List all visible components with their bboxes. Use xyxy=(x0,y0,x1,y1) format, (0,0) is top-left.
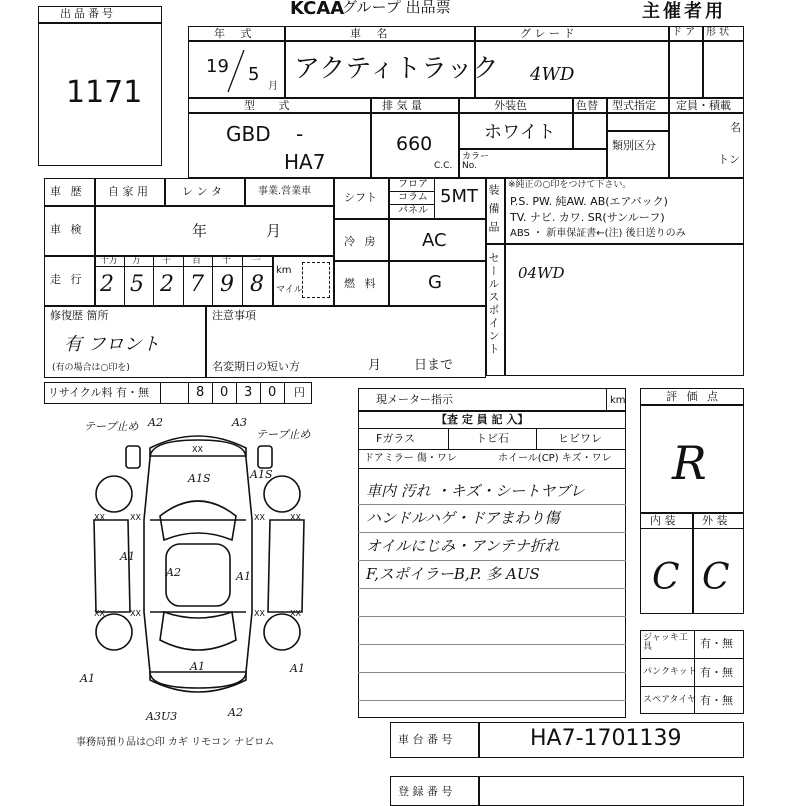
equipment-line-2: TV. ナビ. カワ. SR(サンルーフ) xyxy=(510,211,665,224)
mark-xx: XX xyxy=(290,609,301,618)
remark-line: オイルにじみ・アンテナ折れ xyxy=(366,537,560,555)
displacement-value: 660 xyxy=(396,133,433,155)
capacity-people-unit: 名 xyxy=(730,121,741,134)
history-private: 自 家 用 xyxy=(108,185,148,198)
inspection-year: 年 xyxy=(192,222,208,240)
recycle-digit: 0 xyxy=(220,385,229,400)
history-label: 車 歴 xyxy=(50,185,85,198)
accessory-spare-value: 有・無 xyxy=(700,694,733,707)
car-name-label: 車 名 xyxy=(350,27,394,40)
exterior-value: C xyxy=(702,557,730,598)
capacity-ton-unit: トン xyxy=(718,153,740,166)
mileage-unit-10k: 万 xyxy=(132,256,142,266)
mileage-unit-10: 十 xyxy=(222,256,232,266)
name-change-month: 月 xyxy=(368,358,382,373)
mark-a1s: A1S xyxy=(188,472,211,485)
chassis-label: 車 台 番 号 xyxy=(398,733,453,746)
inspection-month: 月 xyxy=(266,222,282,240)
crack-label: ヒビワレ xyxy=(558,432,602,445)
repair-label: 修復歴 箇所 xyxy=(50,309,109,322)
equipment-label: 装 備 品 xyxy=(487,184,500,234)
model-prefix: GBD xyxy=(226,122,271,146)
lot-number: 1171 xyxy=(66,75,143,110)
rating-value: R xyxy=(672,436,707,490)
office-items: 事務局預り品は○印 カギ リモコン ナビロム xyxy=(76,737,275,748)
mark-a1-left: A1 xyxy=(120,550,135,563)
equipment-line-3: ABS ・ 新車保証書←(注) 後日送りのみ xyxy=(510,228,686,239)
inspection-label: 車 検 xyxy=(50,223,85,236)
mark-a2-mid: A2 xyxy=(166,566,181,579)
wheel-label: ホイール(CP) キズ・ワレ xyxy=(498,453,612,464)
recycle-digit: 8 xyxy=(196,385,205,400)
fuel-value: G xyxy=(428,272,442,293)
mark-a1-right: A1 xyxy=(236,570,251,583)
chip-label: トビ石 xyxy=(476,432,509,445)
accessory-puncture-label: パンクキット xyxy=(643,667,697,677)
mark-tape-front-left: テープ止め xyxy=(84,420,139,433)
mark-a3: A3 xyxy=(232,416,247,429)
mileage-digit: 5 xyxy=(130,272,144,297)
equipment-note: ※純正の○印をつけて下さい。 xyxy=(508,180,632,190)
accessory-puncture-value: 有・無 xyxy=(700,666,733,679)
shift-panel: パネル xyxy=(398,205,428,216)
remark-line: 車内 汚れ ・キズ・シートヤブレ xyxy=(366,482,585,500)
recycle-label: リサイクル料 有・無 xyxy=(48,386,149,399)
name-change-day: 日まで xyxy=(414,358,454,373)
recycle-unit: 円 xyxy=(294,386,305,399)
chassis-value: HA7-1701139 xyxy=(530,726,682,751)
mark-xx: XX xyxy=(94,609,105,618)
mark-a1-rear2: A1 xyxy=(190,660,205,673)
glass-label: Fガラス xyxy=(376,432,415,445)
mark-xx: XX xyxy=(130,513,141,522)
month-value: 5 xyxy=(248,64,260,85)
meter-label: 現メーター指示 xyxy=(376,393,453,406)
capacity-label: 定員・積載 xyxy=(676,99,731,112)
mileage-unit-1: 一 xyxy=(252,256,262,266)
mileage-digit: 2 xyxy=(160,272,174,297)
brand-logo: KCAA xyxy=(290,0,345,19)
sales-point-value: 04WD xyxy=(518,264,565,282)
year-label: 年 式 xyxy=(214,27,258,40)
type-designation-label: 型式指定 xyxy=(612,99,656,112)
grade-value: 4WD xyxy=(530,64,575,85)
remark-line: ハンドルハゲ・ドアまわり傷 xyxy=(366,509,560,527)
registration-label: 登 録 番 号 xyxy=(398,785,453,798)
displacement-label: 排 気 量 xyxy=(382,99,422,112)
mileage-unit-100k: 十万 xyxy=(100,256,119,266)
exterior-color-label: 外装色 xyxy=(494,99,527,112)
ac-label: 冷 房 xyxy=(344,235,379,248)
mileage-digit: 7 xyxy=(190,272,204,297)
lot-label: 出品番号 xyxy=(60,7,116,20)
mark-xx: XX xyxy=(192,445,203,454)
mark-a1-rear3: A1 xyxy=(290,662,305,675)
mark-xx: XX xyxy=(254,609,265,618)
caution-label: 注意事項 xyxy=(212,309,256,322)
mileage-label: 走 行 xyxy=(50,273,85,286)
meter-unit: km xyxy=(610,395,626,406)
name-change-label: 名変期日の短い方 xyxy=(212,360,300,373)
car-name-value: アクティトラック xyxy=(294,54,499,84)
history-rental: レ ン タ xyxy=(182,185,222,198)
mileage-digit: 8 xyxy=(250,272,264,297)
mileage-mile: マイル xyxy=(276,285,303,295)
year-value: 19 xyxy=(206,56,229,77)
mark-xx: XX xyxy=(130,609,141,618)
interior-label: 内 装 xyxy=(650,514,676,527)
mileage-unit-100: 百 xyxy=(192,256,202,266)
model-code: HA7 xyxy=(284,150,326,174)
shift-floor: フロア xyxy=(398,179,428,190)
form-title: グループ 出品票 xyxy=(342,0,451,16)
shift-column: コラム xyxy=(398,192,428,203)
recycle-digit: 0 xyxy=(268,385,277,400)
mark-xx: XX xyxy=(290,513,301,522)
category-label: 類別区分 xyxy=(612,139,656,152)
accessory-spare-label: スペアタイヤ xyxy=(643,695,697,705)
mileage-km: km xyxy=(276,265,292,276)
shape-label: 形 状 xyxy=(706,27,730,38)
mark-a1s-2: A1S xyxy=(250,468,273,481)
mark-a2-rear: A2 xyxy=(228,706,243,719)
history-business: 事業.営業車 xyxy=(258,186,312,197)
fuel-label: 燃 料 xyxy=(344,277,379,290)
mirror-label: ドアミラー 傷・ワレ xyxy=(364,453,457,464)
rating-label: 評 価 点 xyxy=(666,390,721,403)
equipment-line-1: P.S. PW. 純AW. AB(エアバック) xyxy=(510,195,668,208)
repair-value: 有 フロント xyxy=(64,334,160,355)
exterior-color-value: ホワイト xyxy=(484,122,556,143)
mark-a3u3: A3U3 xyxy=(146,710,178,723)
sales-point-label: セールスポイント xyxy=(487,252,500,356)
month-unit: 月 xyxy=(268,81,278,92)
color-no-label: カラー No. xyxy=(462,152,490,171)
model-label: 型 式 xyxy=(244,99,300,112)
mileage-unit-1k: 千 xyxy=(162,256,172,266)
inspector-title: 【査 定 員 記 入】 xyxy=(436,413,529,426)
ac-value: AC xyxy=(422,230,447,251)
shift-label: シフト xyxy=(344,191,377,204)
color-change-label: 色替 xyxy=(576,99,598,112)
mark-a1-rear: A1 xyxy=(80,672,95,685)
shift-value: 5MT xyxy=(440,186,478,207)
accessory-jack-value: 有・無 xyxy=(700,637,733,650)
mileage-digit: 9 xyxy=(220,272,234,297)
accessory-jack-label: ジャッキ工具 xyxy=(643,633,688,652)
mark-xx: XX xyxy=(94,513,105,522)
interior-value: C xyxy=(652,557,680,598)
grade-label: グ レ ー ド xyxy=(520,27,575,40)
organizer-label: 主催者用 xyxy=(642,1,726,22)
doors-label: ド ア xyxy=(672,27,696,38)
displacement-unit: C.C. xyxy=(434,161,453,171)
recycle-digit: 3 xyxy=(244,385,253,400)
exterior-label: 外 装 xyxy=(702,514,728,527)
mark-tape-front-right: テープ止め xyxy=(256,428,311,441)
mileage-digit: 2 xyxy=(100,272,114,297)
repair-note: (有の場合は○印を) xyxy=(52,363,130,373)
mark-xx: XX xyxy=(254,513,265,522)
mark-a2: A2 xyxy=(148,416,163,429)
remark-line: F,スポイラーB,P. 多 AUS xyxy=(366,565,540,583)
model-dash: - xyxy=(296,122,304,146)
